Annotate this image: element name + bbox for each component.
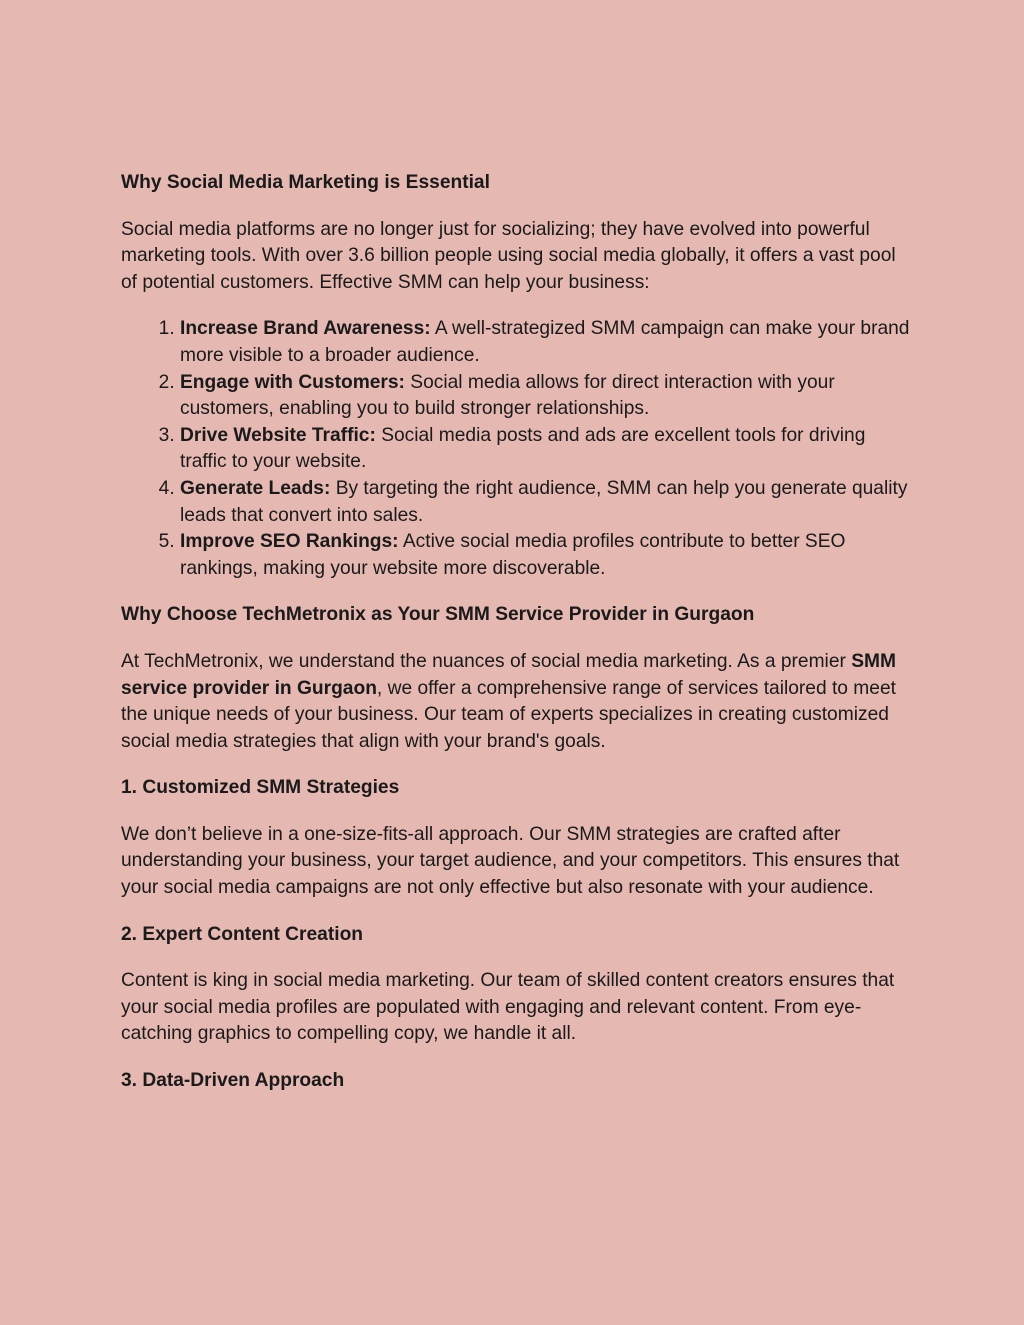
list-item-text: Active social media profiles contribute to better SEO rankings, making your website more discoverable. xyxy=(180,531,846,579)
document-content xyxy=(121,170,911,1115)
content-paragraph: Content is king in social media marketing. Our team of skilled content creators ensures that your social media profiles are populated with engaging and relevant content. From eye-catching graphics to compelling copy, we handle it all. xyxy=(121,970,895,1045)
list-item-text: Social media posts and ads are excellent tools for driving traffic to your website. xyxy=(180,424,866,473)
section-heading-why-choose: Why Choose TechMetronix as Your SMM Service Provider in Gurgaon xyxy=(121,604,755,626)
intro-paragraph: Social media platforms are no longer just for socializing; they have evolved into powerful marketing tools. With over 3.6 billion people using social media globally, it offers a vast pool of potential customers. Effective SMM can help your business: xyxy=(121,218,896,293)
list-item-text: Social media allows for direct interaction with your customers, enabling you to build stronger relationships. xyxy=(180,371,835,420)
list-item-text: By targeting the right audience, SMM can help you generate quality leads that convert into sales. xyxy=(180,477,908,526)
section-heading-customized: 1. Customized SMM Strategies xyxy=(121,777,400,799)
about-paragraph xyxy=(121,649,911,755)
list-item-title: Improve SEO Rankings: xyxy=(180,531,399,553)
section-heading-content: 2. Expert Content Creation xyxy=(121,923,364,945)
list-item-title: Increase Brand Awareness: xyxy=(180,318,431,340)
list-item-title: Engage with Customers: xyxy=(180,371,405,393)
section-heading-data-driven: 3. Data-Driven Approach xyxy=(121,1070,345,1092)
benefits-list xyxy=(121,316,911,582)
customized-paragraph: We don’t believe in a one-size-fits-all approach. Our SMM strategies are crafted after understanding your business, your target audience, and your competitors. This ensures that your social media campaigns are not only effective but also resonate with your audience. xyxy=(121,823,900,899)
list-item-title: Generate Leads: xyxy=(180,477,331,499)
about-text-start: At TechMetronix, we understand the nuances of social media marketing. As a premier xyxy=(121,650,852,672)
list-item-text: A well-strategized SMM campaign can make your brand more visible to a broader audience. xyxy=(180,318,910,366)
list-item xyxy=(180,529,911,582)
section-heading-why-smm: Why Social Media Marketing is Essential xyxy=(121,172,490,193)
list-item xyxy=(180,316,911,369)
list-item xyxy=(180,370,911,423)
about-text-end: , we offer a comprehensive range of services tailored to meet the unique needs of your business. Our team of experts specializes in creating customized social media strategies that align with your brand's goals. xyxy=(121,677,896,752)
list-item-title: Drive Website Traffic: xyxy=(180,424,376,446)
list-item xyxy=(180,476,911,529)
about-keyword: SMM service provider in Gurgaon xyxy=(121,650,896,699)
list-item xyxy=(180,423,911,476)
